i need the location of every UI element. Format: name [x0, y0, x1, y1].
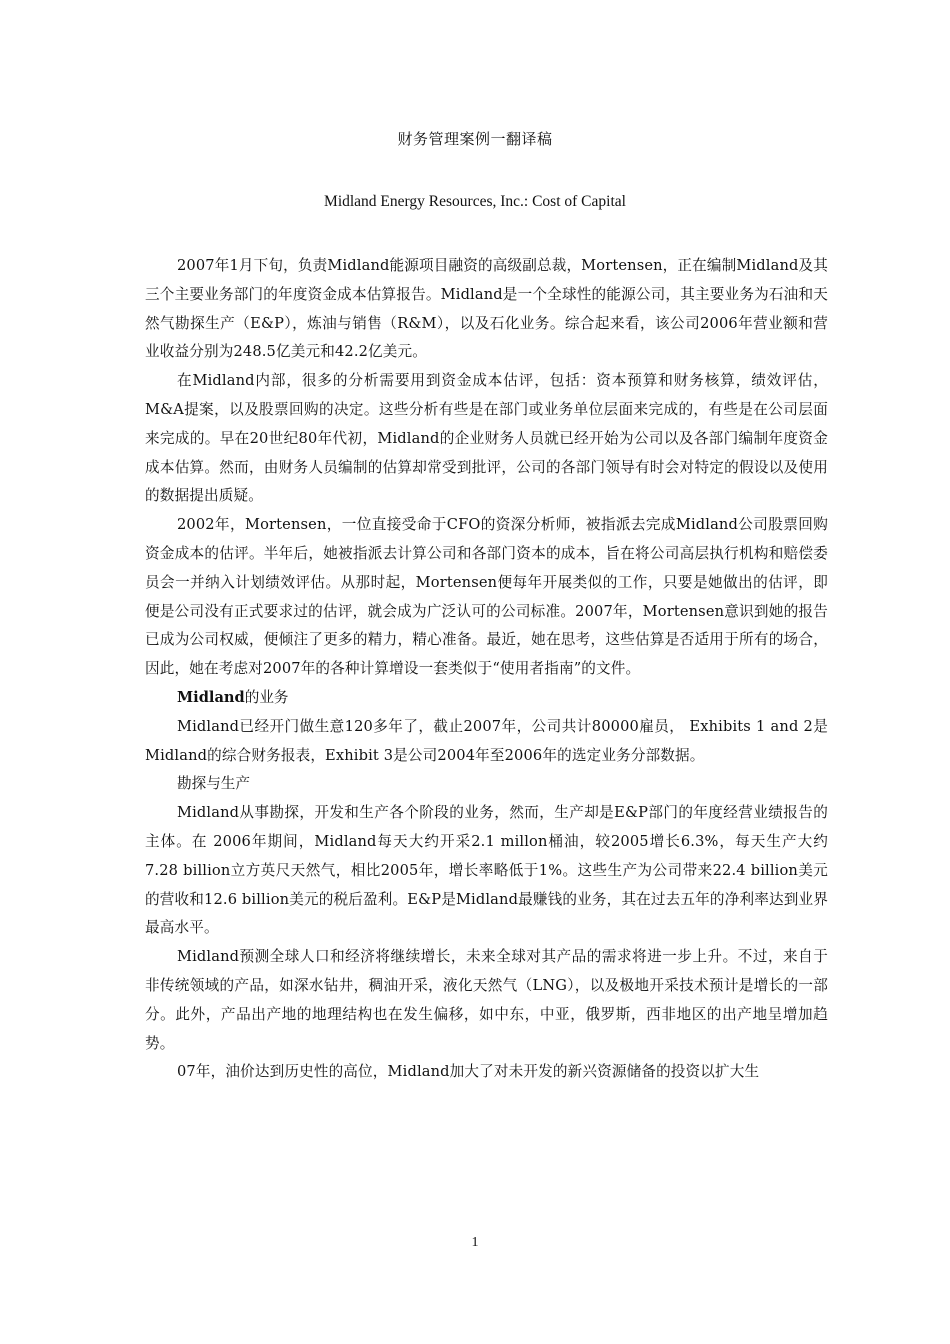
- paragraph-intro: 2007年1月下旬，负责Midland能源项目融资的高级副总裁，Mortensen，正在编制Midland及其三个主要业务部门的年度资金成本估算报告。Midland是一个全球性的能源公司，其主要业务为石油和天然气勘探生产（E&P），炼油与销售（R&M），以及石化业务。综合起来看，该公司2006年营业额和营业收益分别为248.5亿美元和42.2亿美元。: [145, 257, 828, 361]
- page-number: 1: [471, 1235, 479, 1250]
- paragraph-mortensen: 2002年，Mortensen，一位直接受命于CFO的资深分析师，被指派去完成Midland公司股票回购资金成本的估评。半年后，她被指派去计算公司和各部门资本的成本，旨在将公司高层执行机构和赔偿委员会一并纳入计划绩效评估。从那时起，Mortensen便每年开展类似的工作，只要是她做出的估评，即便是公司没有正式要求过的估评，就会成为广泛认可的公司标准。2007年，Mortensen意识到她的报告已成为公司权威，便倾注了更多的精力，精心准备。最近，她在思考，这些估算是否适用于所有的场合，因此，她在考虑对2007年的各种计算增设一套类似于“使用者指南”的文件。: [145, 516, 828, 678]
- section-heading-business: [145, 684, 828, 713]
- section-heading-rest: 的业务: [244, 688, 289, 706]
- subheading-ep: 勘探与生产: [177, 775, 250, 793]
- paragraph-cost-estimates: 在Midland内部，很多的分析需要用到资金成本估评，包括：资本预算和财务核算，绩效评估，M&A提案，以及股票回购的决定。这些分析有些是在部门或业务单位层面来完成的，有些是在公司层面来完成的。早在20世纪80年代初，Midland的企业财务人员就已经开始为公司以及各部门编制年度资金成本估算。然而，由财务人员编制的估算却常受到批评，公司的各部门领导有时会对特定的假设以及使用的数据提出质疑。: [145, 372, 828, 505]
- document-body: [145, 252, 828, 1087]
- section-heading-bold: Midland: [177, 688, 245, 706]
- paragraph-ep-outlook: Midland预测全球人口和经济将继续增长，未来全球对其产品的需求将进一步上升。不过，来自于非传统领域的产品，如深水钻井，稠油开采，液化天然气（LNG），以及极地开采技术预计是增长的一部分。此外，产品出产地的地理结构也在发生偏移，如中东，中亚，俄罗斯，西非地区的出产地呈增加趋势。: [145, 948, 828, 1052]
- document-title-english: Midland Energy Resources, Inc.: Cost of Capital: [324, 193, 626, 210]
- paragraph-business: Midland已经开门做生意120多年了，截止2007年，公司共计80000雇员， Exhibits 1 and 2是Midland的综合财务报表，Exhibit 3是公司2004年至2006年的选定业务分部数据。: [145, 717, 828, 764]
- document-title-chinese: 财务管理案例一翻译稿: [397, 130, 553, 148]
- paragraph-ep-investment: 07年，油价达到历史性的高位，Midland加大了对未开发的新兴资源储备的投资以扩大生: [177, 1063, 760, 1081]
- paragraph-ep-production: Midland从事勘探，开发和生产各个阶段的业务，然而，生产却是E&P部门的年度经营业绩报告的主体。在 2006年期间，Midland每天大约开采2.1 millon桶油，较2005增长6.3%，每天生产大约7.28 billion立方英尺天然气，相比2005年，增长率略低于1%。这些生产为公司带来22.4 billion美元的营收和12.6 billion美元的税后盈利。E&P是Midland最赚钱的业务，其在过去五年的净利率达到业界最高水平。: [145, 804, 828, 937]
